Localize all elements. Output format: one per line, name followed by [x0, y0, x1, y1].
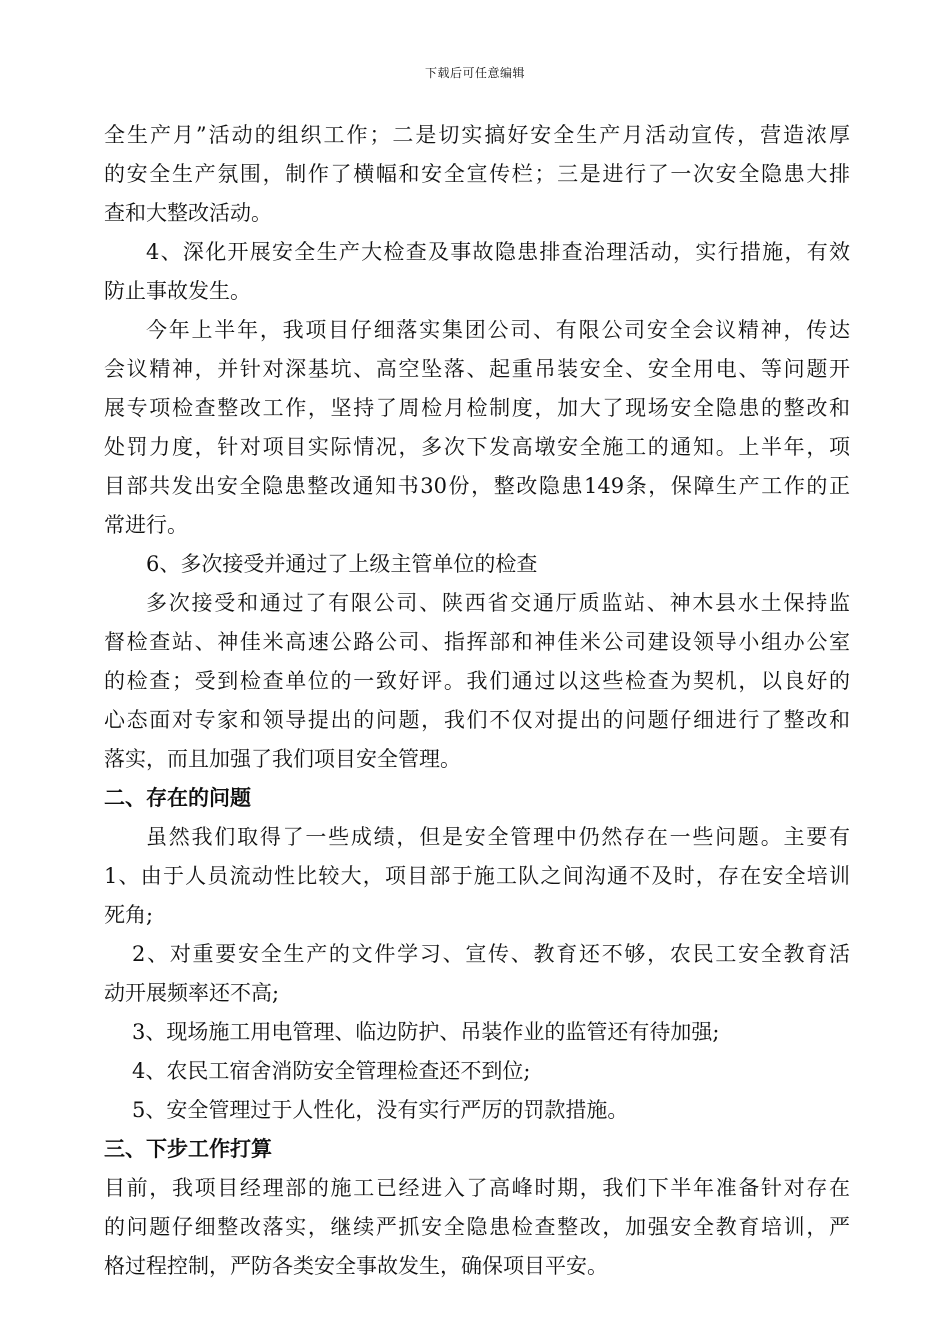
text-line: 防止事故发生。: [104, 279, 251, 303]
text-line: 多次接受和通过了有限公司、陕西省交通厅质监站、神木县水土保持监: [146, 591, 850, 615]
text-line: 4、深化开展安全生产大检查及事故隐患排查治理活动，实行措施，有效: [146, 240, 850, 264]
text-line: 1、由于人员流动性比较大，项目部于施工队之间沟通不及时，存在安全培训: [104, 864, 850, 888]
text-line: 心态面对专家和领导提出的问题，我们不仅对提出的问题仔细进行了整改和: [104, 708, 850, 732]
text-line: 2、对重要安全生产的文件学习、宣传、教育还不够，农民工安全教育活: [132, 942, 850, 966]
text-line: 会议精神，并针对深基坑、高空坠落、起重吊装安全、安全用电、等问题开: [104, 357, 850, 381]
text-line: 的问题仔细整改落实，继续严抓安全隐患检查整改，加强安全教育培训，严: [104, 1215, 850, 1239]
text-line: 5、安全管理过于人性化，没有实行严厉的罚款措施。: [132, 1098, 629, 1122]
text-line: 全生产月”活动的组织工作；二是切实搞好安全生产月活动宣传，营造浓厚: [104, 123, 850, 147]
text-line: 目部共发出安全隐患整改通知书30份，整改隐患149条，保障生产工作的正: [104, 474, 850, 498]
section-heading: 三、下步工作打算: [104, 1136, 272, 1161]
section-heading: 二、存在的问题: [104, 785, 251, 810]
text-line: 落实，而且加强了我们项目安全管理。: [104, 747, 461, 771]
text-line: 常进行。: [104, 513, 188, 537]
text-line: 死角;: [104, 903, 154, 927]
text-line: 今年上半年，我项目仔细落实集团公司、有限公司安全会议精神，传达: [146, 318, 850, 342]
text-line: 处罚力度，针对项目实际情况，多次下发高墩安全施工的通知。上半年，项: [104, 435, 850, 459]
text-line: 的安全生产氛围，制作了横幅和安全宣传栏；三是进行了一次安全隐患大排: [104, 162, 850, 186]
text-line: 的检查；受到检查单位的一致好评。我们通过以这些检查为契机，以良好的: [104, 669, 850, 693]
text-line: 4、农民工宿舍消防安全管理检查还不到位;: [132, 1059, 531, 1083]
text-line: 查和大整改活动。: [104, 201, 272, 225]
text-line: 6、多次接受并通过了上级主管单位的检查: [146, 552, 538, 576]
text-line: 虽然我们取得了一些成绩，但是安全管理中仍然存在一些问题。主要有: [146, 825, 850, 849]
text-line: 督检查站、神佳米高速公路公司、指挥部和神佳米公司建设领导小组办公室: [104, 630, 850, 654]
text-line: 展专项检查整改工作，坚持了周检月检制度，加大了现场安全隐患的整改和: [104, 396, 850, 420]
text-line: 目前，我项目经理部的施工已经进入了高峰时期，我们下半年准备针对存在: [104, 1176, 850, 1200]
text-line: 3、现场施工用电管理、临边防护、吊装作业的监管还有待加强;: [132, 1020, 720, 1044]
text-line: 动开展频率还不高;: [104, 981, 280, 1005]
text-line: 格过程控制，严防各类安全事故发生，确保项目平安。: [104, 1254, 608, 1278]
page-header: 下载后可任意编辑: [424, 66, 525, 80]
